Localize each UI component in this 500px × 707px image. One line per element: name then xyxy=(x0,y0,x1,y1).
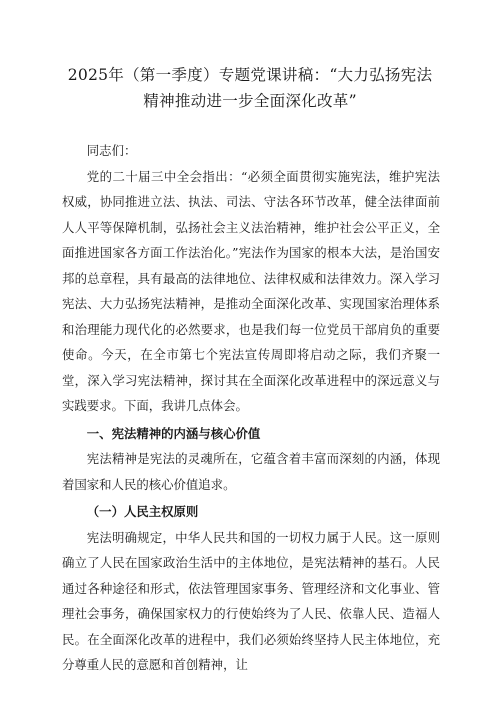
intro-paragraph: 党的二十届三中全会指出：“必须全面贯彻实施宪法，维护宪法权威，协同推进立法、执法、司法、守法各环节改革，健全法律面前人人平等保障机制，弘扬社会主义法治精神，维护社会公平正义，全面推进国家各方面工作法治化。”宪法作为国家的根本大法，是治国安邦的总章程，具有最高的法律地位、法律权威和法律效力。深入学习宪法、大力弘扬宪法精神，是推动全面深化改革、实现国家治理体系和治理能力现代化的必然要求，也是我们每一位党员干部肩负的重要使命。今天，在全市第七个宪法宣传周即将启动之际，我们齐聚一堂，深入学习宪法精神，探讨其在全面深化改革进程中的深远意义与实践要求。下面，我讲几点体会。 xyxy=(62,168,440,413)
document-title: 2025年（第一季度）专题党课讲稿：“大力弘扬宪法精神推动进一步全面深化改革” xyxy=(67,66,433,110)
section-paragraph: 宪法精神是宪法的灵魂所在，它蕴含着丰富而深刻的内涵，体现着国家和人民的核心价值追求。 xyxy=(62,451,440,492)
section-heading: 一、宪法精神的内涵与核心价值 xyxy=(86,425,261,441)
document-body xyxy=(62,138,440,678)
salutation: 同志们： xyxy=(86,143,137,158)
subsection-paragraph: 宪法明确规定，中华人民共和国的一切权力属于人民。这一原则确立了人民在国家政治生活中的主体地位，是宪法精神的基石。人民通过各种途径和形式，依法管理国家事务、管理经济和文化事业、管理社会事务，确保国家权力的行使始终为了人民、依靠人民、造福人民。在全面深化改革的进程中，我们必须始终坚持人民主体地位，充分尊重人民的意愿和首创精神，让 xyxy=(62,529,440,672)
subsection-heading: （一）人民主权原则 xyxy=(86,504,199,519)
